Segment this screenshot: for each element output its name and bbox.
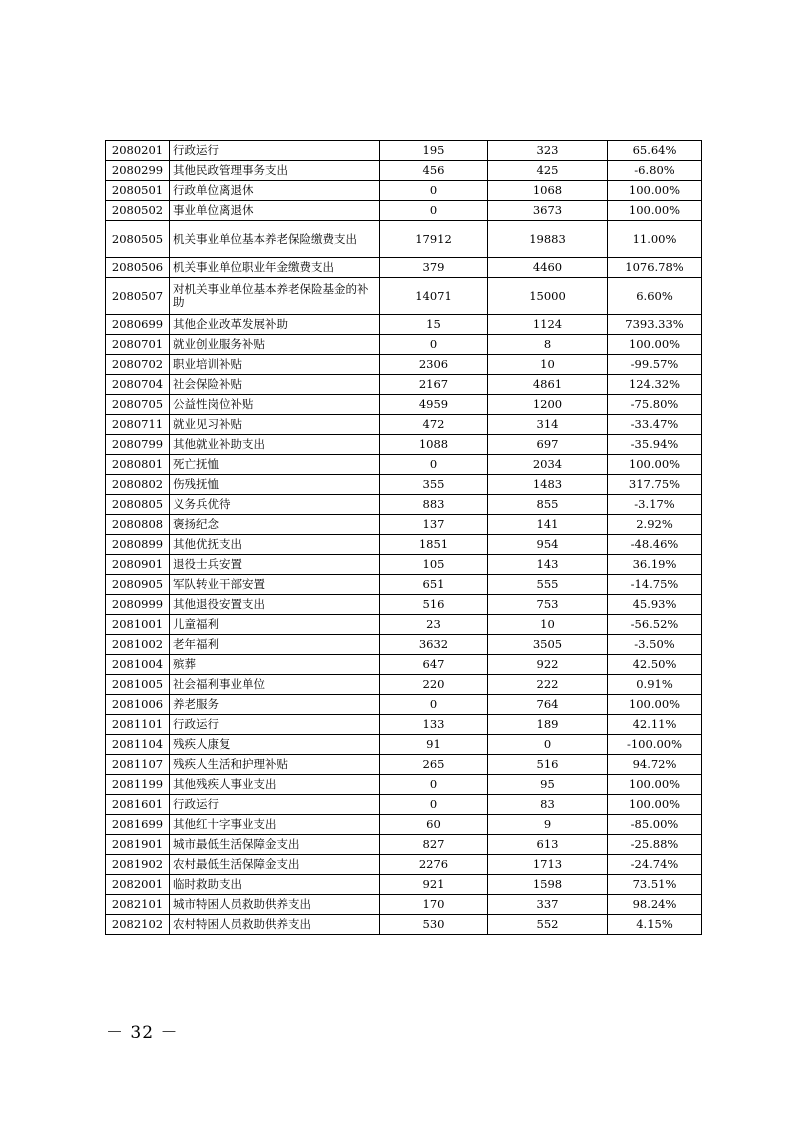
row-code-cell: 2081901	[106, 835, 170, 855]
row-name-cell: 公益性岗位补贴	[170, 395, 380, 415]
row-change-pct-cell: 98.24%	[608, 895, 702, 915]
row-curr-amount-cell: 516	[488, 755, 608, 775]
row-code-cell: 2080299	[106, 161, 170, 181]
row-name-cell: 死亡抚恤	[170, 455, 380, 475]
row-prev-amount-cell: 0	[380, 335, 488, 355]
row-change-pct-cell: -33.47%	[608, 415, 702, 435]
row-change-pct-cell: -100.00%	[608, 735, 702, 755]
row-prev-amount-cell: 0	[380, 695, 488, 715]
table-row	[106, 535, 702, 555]
table-row	[106, 675, 702, 695]
row-code-cell: 2080201	[106, 141, 170, 161]
row-name-cell: 城市最低生活保障金支出	[170, 835, 380, 855]
row-name-cell: 农村特困人员救助供养支出	[170, 915, 380, 935]
row-name-cell: 殡葬	[170, 655, 380, 675]
table-row	[106, 375, 702, 395]
row-change-pct-cell: 317.75%	[608, 475, 702, 495]
row-prev-amount-cell: 456	[380, 161, 488, 181]
row-change-pct-cell: 124.32%	[608, 375, 702, 395]
table-row	[106, 141, 702, 161]
row-name-cell: 残疾人康复	[170, 735, 380, 755]
row-code-cell: 2080502	[106, 201, 170, 221]
row-name-cell: 社会福利事业单位	[170, 675, 380, 695]
row-change-pct-cell: -25.88%	[608, 835, 702, 855]
row-name-cell: 临时救助支出	[170, 875, 380, 895]
row-name-cell: 对机关事业单位基本养老保险基金的补助	[170, 278, 380, 315]
table-row	[106, 475, 702, 495]
row-change-pct-cell: -6.80%	[608, 161, 702, 181]
row-curr-amount-cell: 1200	[488, 395, 608, 415]
table-row	[106, 415, 702, 435]
row-prev-amount-cell: 647	[380, 655, 488, 675]
table-row	[106, 775, 702, 795]
row-curr-amount-cell: 555	[488, 575, 608, 595]
row-change-pct-cell: -85.00%	[608, 815, 702, 835]
row-code-cell: 2081002	[106, 635, 170, 655]
row-name-cell: 机关事业单位基本养老保险缴费支出	[170, 221, 380, 258]
row-code-cell: 2080905	[106, 575, 170, 595]
row-curr-amount-cell: 697	[488, 435, 608, 455]
row-prev-amount-cell: 2276	[380, 855, 488, 875]
page-number: － 32 －	[106, 1023, 179, 1043]
row-curr-amount-cell: 10	[488, 355, 608, 375]
row-code-cell: 2080901	[106, 555, 170, 575]
row-code-cell: 2080899	[106, 535, 170, 555]
table-row	[106, 395, 702, 415]
row-prev-amount-cell: 170	[380, 895, 488, 915]
row-curr-amount-cell: 314	[488, 415, 608, 435]
row-prev-amount-cell: 921	[380, 875, 488, 895]
row-code-cell: 2080702	[106, 355, 170, 375]
row-change-pct-cell: 100.00%	[608, 335, 702, 355]
table-row	[106, 435, 702, 455]
row-name-cell: 行政运行	[170, 795, 380, 815]
table-row	[106, 455, 702, 475]
row-curr-amount-cell: 855	[488, 495, 608, 515]
row-curr-amount-cell: 954	[488, 535, 608, 555]
row-prev-amount-cell: 516	[380, 595, 488, 615]
row-code-cell: 2080701	[106, 335, 170, 355]
row-code-cell: 2081699	[106, 815, 170, 835]
row-name-cell: 城市特困人员救助供养支出	[170, 895, 380, 915]
table-row	[106, 575, 702, 595]
row-code-cell: 2081104	[106, 735, 170, 755]
row-prev-amount-cell: 0	[380, 775, 488, 795]
row-prev-amount-cell: 4959	[380, 395, 488, 415]
row-prev-amount-cell: 195	[380, 141, 488, 161]
row-change-pct-cell: 42.11%	[608, 715, 702, 735]
row-name-cell: 褒扬纪念	[170, 515, 380, 535]
row-name-cell: 残疾人生活和护理补贴	[170, 755, 380, 775]
row-name-cell: 其他残疾人事业支出	[170, 775, 380, 795]
row-prev-amount-cell: 133	[380, 715, 488, 735]
row-curr-amount-cell: 1483	[488, 475, 608, 495]
row-curr-amount-cell: 95	[488, 775, 608, 795]
row-code-cell: 2080999	[106, 595, 170, 615]
row-change-pct-cell: 65.64%	[608, 141, 702, 161]
row-curr-amount-cell: 552	[488, 915, 608, 935]
row-code-cell: 2080699	[106, 315, 170, 335]
row-curr-amount-cell: 9	[488, 815, 608, 835]
table-row	[106, 735, 702, 755]
row-code-cell: 2081004	[106, 655, 170, 675]
row-change-pct-cell: -24.74%	[608, 855, 702, 875]
row-curr-amount-cell: 4460	[488, 258, 608, 278]
row-code-cell: 2081902	[106, 855, 170, 875]
table-row	[106, 555, 702, 575]
row-change-pct-cell: -48.46%	[608, 535, 702, 555]
row-curr-amount-cell: 3673	[488, 201, 608, 221]
row-curr-amount-cell: 613	[488, 835, 608, 855]
row-change-pct-cell: -35.94%	[608, 435, 702, 455]
row-name-cell: 其他民政管理事务支出	[170, 161, 380, 181]
row-prev-amount-cell: 2306	[380, 355, 488, 375]
table-row	[106, 755, 702, 775]
row-prev-amount-cell: 265	[380, 755, 488, 775]
row-curr-amount-cell: 4861	[488, 375, 608, 395]
row-prev-amount-cell: 91	[380, 735, 488, 755]
row-change-pct-cell: 100.00%	[608, 181, 702, 201]
row-prev-amount-cell: 0	[380, 795, 488, 815]
row-code-cell: 2080801	[106, 455, 170, 475]
row-code-cell: 2080506	[106, 258, 170, 278]
table-row	[106, 635, 702, 655]
row-code-cell: 2080711	[106, 415, 170, 435]
table-row	[106, 335, 702, 355]
table-row	[106, 795, 702, 815]
row-prev-amount-cell: 220	[380, 675, 488, 695]
row-code-cell: 2080808	[106, 515, 170, 535]
row-curr-amount-cell: 3505	[488, 635, 608, 655]
row-curr-amount-cell: 425	[488, 161, 608, 181]
row-name-cell: 职业培训补贴	[170, 355, 380, 375]
row-name-cell: 其他退役安置支出	[170, 595, 380, 615]
row-code-cell: 2081005	[106, 675, 170, 695]
table-row	[106, 201, 702, 221]
row-curr-amount-cell: 189	[488, 715, 608, 735]
row-curr-amount-cell: 0	[488, 735, 608, 755]
row-prev-amount-cell: 827	[380, 835, 488, 855]
table-row	[106, 355, 702, 375]
row-prev-amount-cell: 137	[380, 515, 488, 535]
row-code-cell: 2080802	[106, 475, 170, 495]
row-curr-amount-cell: 222	[488, 675, 608, 695]
row-code-cell: 2081107	[106, 755, 170, 775]
row-prev-amount-cell: 651	[380, 575, 488, 595]
row-change-pct-cell: 94.72%	[608, 755, 702, 775]
row-curr-amount-cell: 19883	[488, 221, 608, 258]
row-name-cell: 其他红十字事业支出	[170, 815, 380, 835]
table-row	[106, 835, 702, 855]
row-curr-amount-cell: 8	[488, 335, 608, 355]
table-row	[106, 855, 702, 875]
table-row	[106, 815, 702, 835]
row-curr-amount-cell: 141	[488, 515, 608, 535]
row-change-pct-cell: -56.52%	[608, 615, 702, 635]
table-row	[106, 495, 702, 515]
row-change-pct-cell: -14.75%	[608, 575, 702, 595]
row-code-cell: 2080799	[106, 435, 170, 455]
row-code-cell: 2082102	[106, 915, 170, 935]
row-prev-amount-cell: 15	[380, 315, 488, 335]
row-name-cell: 养老服务	[170, 695, 380, 715]
row-name-cell: 义务兵优待	[170, 495, 380, 515]
table-row	[106, 695, 702, 715]
row-curr-amount-cell: 10	[488, 615, 608, 635]
row-name-cell: 行政运行	[170, 715, 380, 735]
table-row	[106, 655, 702, 675]
row-change-pct-cell: 100.00%	[608, 201, 702, 221]
row-change-pct-cell: 73.51%	[608, 875, 702, 895]
row-code-cell: 2081601	[106, 795, 170, 815]
row-change-pct-cell: 0.91%	[608, 675, 702, 695]
row-prev-amount-cell: 379	[380, 258, 488, 278]
table-row	[106, 875, 702, 895]
table-row	[106, 515, 702, 535]
row-name-cell: 行政单位离退休	[170, 181, 380, 201]
row-change-pct-cell: 2.92%	[608, 515, 702, 535]
row-change-pct-cell: 42.50%	[608, 655, 702, 675]
row-change-pct-cell: 100.00%	[608, 795, 702, 815]
row-name-cell: 社会保险补贴	[170, 375, 380, 395]
row-curr-amount-cell: 143	[488, 555, 608, 575]
budget-table-body	[106, 141, 702, 935]
table-row	[106, 278, 702, 315]
table-row	[106, 181, 702, 201]
row-name-cell: 退役士兵安置	[170, 555, 380, 575]
row-prev-amount-cell: 14071	[380, 278, 488, 315]
row-change-pct-cell: 7393.33%	[608, 315, 702, 335]
row-change-pct-cell: 4.15%	[608, 915, 702, 935]
row-prev-amount-cell: 883	[380, 495, 488, 515]
row-prev-amount-cell: 3632	[380, 635, 488, 655]
row-name-cell: 伤残抚恤	[170, 475, 380, 495]
row-change-pct-cell: -3.17%	[608, 495, 702, 515]
row-change-pct-cell: 11.00%	[608, 221, 702, 258]
row-prev-amount-cell: 1851	[380, 535, 488, 555]
row-name-cell: 事业单位离退休	[170, 201, 380, 221]
budget-table	[105, 140, 702, 935]
row-curr-amount-cell: 1068	[488, 181, 608, 201]
table-row	[106, 258, 702, 278]
row-name-cell: 机关事业单位职业年金缴费支出	[170, 258, 380, 278]
row-code-cell: 2081101	[106, 715, 170, 735]
row-code-cell: 2081001	[106, 615, 170, 635]
row-curr-amount-cell: 922	[488, 655, 608, 675]
row-change-pct-cell: 1076.78%	[608, 258, 702, 278]
table-row	[106, 315, 702, 335]
row-prev-amount-cell: 2167	[380, 375, 488, 395]
row-code-cell: 2082101	[106, 895, 170, 915]
row-name-cell: 就业创业服务补贴	[170, 335, 380, 355]
row-code-cell: 2080501	[106, 181, 170, 201]
row-code-cell: 2080704	[106, 375, 170, 395]
row-curr-amount-cell: 764	[488, 695, 608, 715]
table-row	[106, 615, 702, 635]
row-change-pct-cell: 100.00%	[608, 695, 702, 715]
row-change-pct-cell: 100.00%	[608, 455, 702, 475]
row-change-pct-cell: -99.57%	[608, 355, 702, 375]
row-prev-amount-cell: 60	[380, 815, 488, 835]
row-change-pct-cell: 100.00%	[608, 775, 702, 795]
row-curr-amount-cell: 753	[488, 595, 608, 615]
table-row	[106, 221, 702, 258]
table-row	[106, 915, 702, 935]
row-prev-amount-cell: 0	[380, 455, 488, 475]
row-change-pct-cell: 36.19%	[608, 555, 702, 575]
row-curr-amount-cell: 1124	[488, 315, 608, 335]
row-change-pct-cell: -75.80%	[608, 395, 702, 415]
row-code-cell: 2080705	[106, 395, 170, 415]
row-prev-amount-cell: 105	[380, 555, 488, 575]
row-prev-amount-cell: 1088	[380, 435, 488, 455]
row-prev-amount-cell: 0	[380, 181, 488, 201]
row-change-pct-cell: -3.50%	[608, 635, 702, 655]
row-code-cell: 2081006	[106, 695, 170, 715]
row-name-cell: 其他优抚支出	[170, 535, 380, 555]
table-row	[106, 161, 702, 181]
row-name-cell: 其他就业补助支出	[170, 435, 380, 455]
row-name-cell: 军队转业干部安置	[170, 575, 380, 595]
row-code-cell: 2080507	[106, 278, 170, 315]
table-row	[106, 895, 702, 915]
row-change-pct-cell: 45.93%	[608, 595, 702, 615]
row-code-cell: 2080505	[106, 221, 170, 258]
row-prev-amount-cell: 17912	[380, 221, 488, 258]
row-curr-amount-cell: 83	[488, 795, 608, 815]
row-prev-amount-cell: 23	[380, 615, 488, 635]
budget-table-container	[105, 140, 701, 935]
row-name-cell: 就业见习补贴	[170, 415, 380, 435]
row-name-cell: 行政运行	[170, 141, 380, 161]
row-prev-amount-cell: 355	[380, 475, 488, 495]
row-code-cell: 2080805	[106, 495, 170, 515]
row-code-cell: 2082001	[106, 875, 170, 895]
row-code-cell: 2081199	[106, 775, 170, 795]
row-name-cell: 儿童福利	[170, 615, 380, 635]
row-name-cell: 老年福利	[170, 635, 380, 655]
row-curr-amount-cell: 15000	[488, 278, 608, 315]
row-curr-amount-cell: 1713	[488, 855, 608, 875]
row-prev-amount-cell: 0	[380, 201, 488, 221]
row-curr-amount-cell: 323	[488, 141, 608, 161]
table-row	[106, 595, 702, 615]
row-name-cell: 农村最低生活保障金支出	[170, 855, 380, 875]
row-prev-amount-cell: 530	[380, 915, 488, 935]
row-curr-amount-cell: 2034	[488, 455, 608, 475]
row-curr-amount-cell: 337	[488, 895, 608, 915]
row-name-cell: 其他企业改革发展补助	[170, 315, 380, 335]
row-change-pct-cell: 6.60%	[608, 278, 702, 315]
row-prev-amount-cell: 472	[380, 415, 488, 435]
table-row	[106, 715, 702, 735]
row-curr-amount-cell: 1598	[488, 875, 608, 895]
